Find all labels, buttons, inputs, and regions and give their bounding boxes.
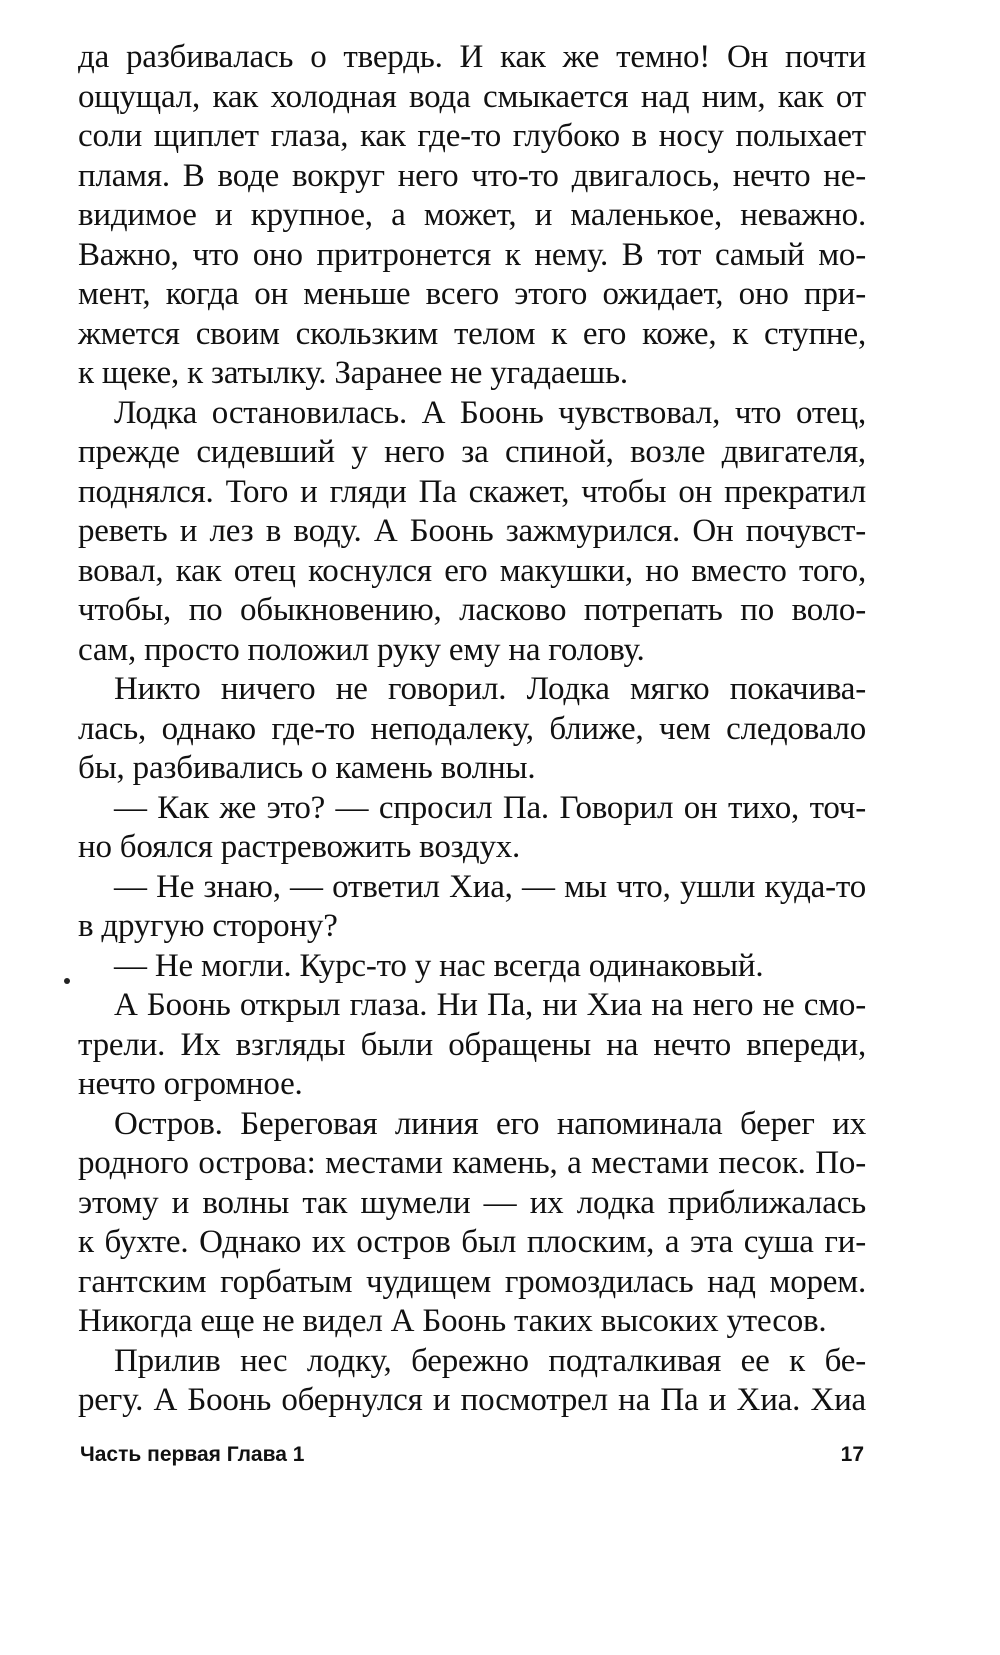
text-line: жмется своим скользким телом к его коже, к ступне, bbox=[78, 315, 866, 352]
text-line: чтобы, по обыкновению, ласково потрепать по воло- bbox=[78, 592, 866, 628]
book-page bbox=[78, 38, 866, 1618]
text-line: трели. Их взгляды были обращены на нечто впереди, bbox=[78, 1026, 866, 1063]
running-head: Часть первая Глава 1 bbox=[80, 1443, 305, 1466]
text-line: к бухте. Однако их остров был плоским, а эта суша ги- bbox=[78, 1224, 866, 1260]
body-text bbox=[78, 38, 866, 1421]
text-line: вовал, как отец коснулся его макушки, но вместо того, bbox=[78, 552, 866, 589]
text-line: — Не знаю, — ответил Хиа, — мы что, ушли куда-то bbox=[114, 868, 866, 905]
text-line: поднялся. Того и гляди Па скажет, чтобы он прекратил bbox=[78, 473, 866, 510]
text-line: пламя. В воде вокруг него что-то двигалось, нечто не- bbox=[78, 157, 866, 194]
text-line: прежде сидевший у него за спиной, возле двигателя, bbox=[78, 434, 866, 470]
text-line: реветь и лез в воду. А Боонь зажмурился. Он почувст- bbox=[78, 513, 866, 549]
text-line: бы, разбивались о камень волны. bbox=[78, 750, 536, 786]
text-line: Важно, что оно притронется к нему. В тот самый мо- bbox=[78, 236, 866, 273]
text-line: Прилив нес лодку, бережно подталкивая ее к бе- bbox=[114, 1342, 866, 1379]
text-line: к щеке, к затылку. Заранее не угадаешь. bbox=[78, 355, 628, 391]
text-line: гантским горбатым чудищем громоздилась над морем. bbox=[78, 1263, 866, 1300]
page-number: 17 bbox=[840, 1443, 864, 1466]
text-line: да разбивалась о твердь. И как же темно! Он почти bbox=[78, 39, 866, 75]
text-line: А Боонь открыл глаза. Ни Па, ни Хиа на него не смо- bbox=[114, 987, 866, 1023]
text-line: но боялся растревожить воздух. bbox=[78, 829, 521, 865]
text-line: этому и волны так шумели — их лодка приближалась bbox=[78, 1184, 866, 1221]
text-line: Никогда еще не видел А Боонь таких высоких утесов. bbox=[78, 1303, 827, 1339]
text-line: лась, однако где-то неподалеку, ближе, чем следовало bbox=[78, 710, 866, 747]
text-line: — Не могли. Курс-то у нас всегда одинаковый. bbox=[114, 947, 764, 984]
text-line: Лодка остановилась. А Боонь чувствовал, что отец, bbox=[114, 394, 866, 431]
print-speck bbox=[64, 978, 70, 984]
text-line: родного острова: местами камень, а местами песок. По- bbox=[78, 1145, 866, 1181]
text-line: Остров. Береговая линия его напоминала берег их bbox=[114, 1105, 866, 1142]
text-line: нечто огромное. bbox=[78, 1066, 303, 1102]
text-line: регу. А Боонь обернулся и посмотрел на Па и Хиа. Хиа bbox=[78, 1382, 866, 1418]
text-line: соли щиплет глаза, как где-то глубоко в носу полыхает bbox=[78, 118, 866, 154]
text-line: Никто ничего не говорил. Лодка мягко покачива- bbox=[114, 671, 866, 707]
text-line: — Как же это? — спросил Па. Говорил он тихо, точ- bbox=[114, 789, 866, 826]
text-line: видимое и крупное, а может, и маленькое, неважно. bbox=[78, 197, 866, 233]
text-line: мент, когда он меньше всего этого ожидает, оно при- bbox=[78, 276, 866, 312]
text-line: ощущал, как холодная вода смыкается над ним, как от bbox=[78, 78, 866, 115]
text-line: сам, просто положил руку ему на голову. bbox=[78, 631, 645, 668]
text-line: в другую сторону? bbox=[78, 908, 338, 944]
